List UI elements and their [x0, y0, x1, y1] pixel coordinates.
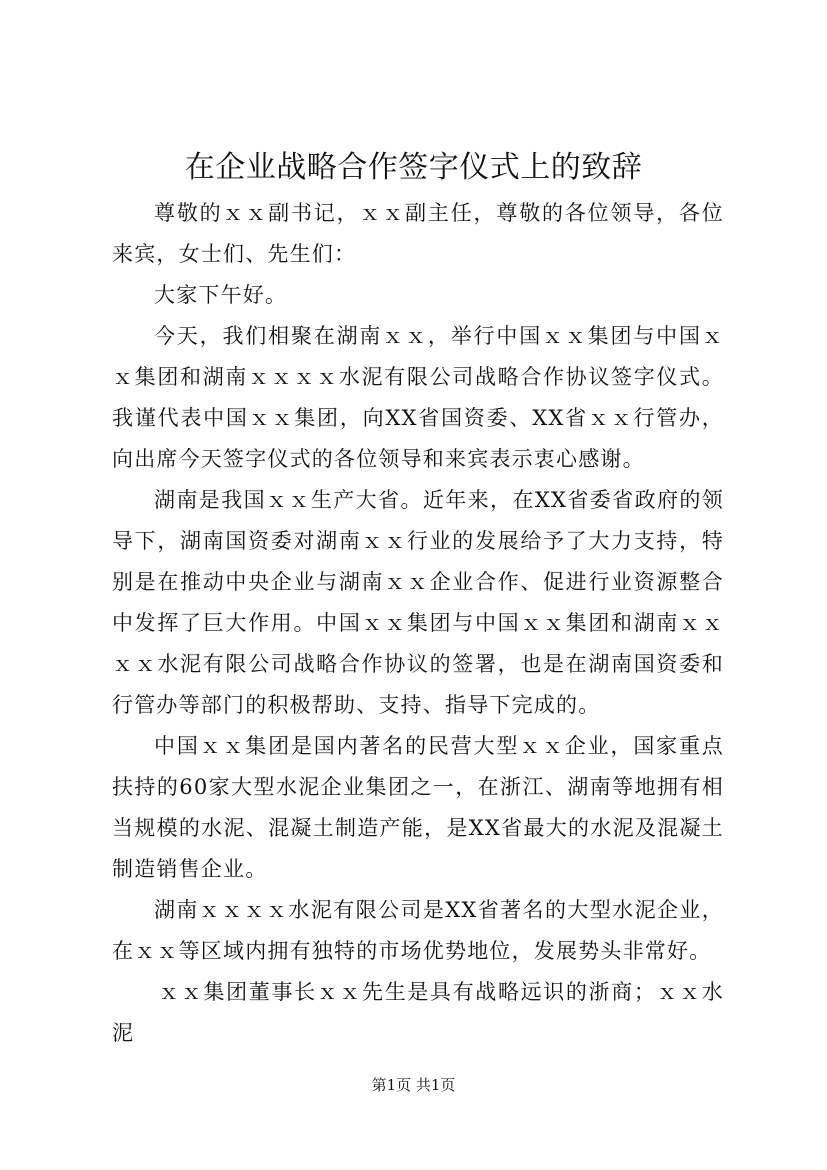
- paragraph-company-intro: 湖南ｘｘｘｘ水泥有限公司是XX省著名的大型水泥企业，在ｘｘ等区域内拥有独特的市场优势地位，发展势头非常好。: [112, 898, 724, 963]
- page-footer: 第1页 共1页: [371, 1076, 456, 1094]
- paragraph-opening: 今天，我们相聚在湖南ｘｘ，举行中国ｘｘ集团与中国ｘｘ集团和湖南ｘｘｘｘ水泥有限公司战略合作协议签字仪式。我谨代表中国ｘｘ集团，向XX省国资委、XX省ｘｘ行管办，向出席今天签字仪式的各位领导和来宾表示衷心感谢。: [112, 324, 724, 471]
- document-title: 在企业战略合作签字仪式上的致辞: [184, 150, 643, 185]
- paragraph-salutation: 尊敬的ｘｘ副书记，ｘｘ副主任，尊敬的各位领导，各位来宾，女士们、先生们：: [112, 201, 724, 266]
- paragraph-greeting: 大家下午好。: [154, 283, 288, 307]
- document-body: [112, 193, 724, 1054]
- paragraph-hunan: 湖南是我国ｘｘ生产大省。近年来，在XX省委省政府的领导下，湖南国资委对湖南ｘｘ行业的发展给予了大力支持，特别是在推动中央企业与湖南ｘｘ企业合作、促进行业资源整合中发挥了巨大作用。中国ｘｘ集团与中国ｘｘ集团和湖南ｘｘｘｘ水泥有限公司战略合作协议的签署，也是在湖南国资委和行管办等部门的积极帮助、支持、指导下完成的。: [112, 488, 724, 717]
- paragraph-chairman: ｘｘ集团董事长ｘｘ先生是具有战略远识的浙商；ｘｘ水泥: [112, 980, 724, 1045]
- paragraph-group-intro: 中国ｘｘ集团是国内著名的民营大型ｘｘ企业，国家重点扶持的60家大型水泥企业集团之一，在浙江、湖南等地拥有相当规模的水泥、混凝土制造产能，是XX省最大的水泥及混凝土制造销售企业。: [112, 734, 724, 881]
